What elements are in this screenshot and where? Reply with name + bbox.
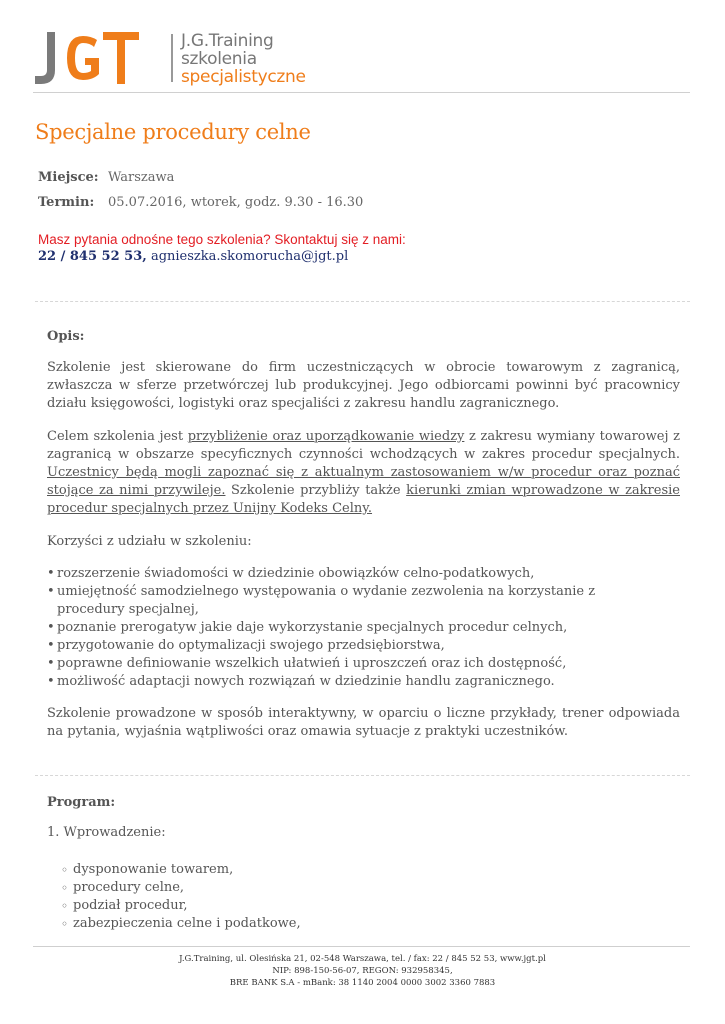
p2-text-c: z zakresu wymiany towarowej z zagranicą w obszarze specyficznych czynności wchodzących w zakres procedur specjalnych.	[47, 429, 680, 462]
program-heading	[47, 794, 680, 812]
place-value: Warszawa	[108, 170, 175, 185]
footer-address: J.G.Training, ul. Olesińska 21, 02-548 Warszawa, tel. / fax: 22 / 845 52 53, www.jgt.pl	[179, 954, 546, 964]
logo-line1: J.G.Training	[181, 31, 274, 51]
date-label: Termin:	[38, 195, 95, 210]
section-divider	[35, 301, 690, 302]
footer-ids: NIP: 898-150-56-07, REGON: 932958345,	[272, 966, 453, 976]
list-item: • poznanie prerogatyw jakie daje wykorzystanie specjalnych procedur celnych,	[47, 619, 687, 637]
description-paragraph-2	[47, 428, 680, 518]
program-item-1: 1. Wprowadzenie:	[47, 825, 166, 840]
meta-date	[38, 195, 363, 210]
meta-place	[38, 170, 174, 185]
p2-underlined-d: Uczestnicy będą mogli zapoznać się z aktualnym zastosowaniem w/w procedur oraz poznać stojące za nimi przywileje.	[47, 465, 680, 498]
p2-text-a: Celem szkolenia jest	[47, 429, 188, 444]
list-item: ◦ procedury celne,	[61, 879, 301, 897]
benefits-list	[47, 565, 687, 691]
benefits-intro: Korzyści z udziału w szkoleniu:	[47, 534, 252, 549]
list-item: • rozszerzenie świadomości w dziedzinie obowiązków celno-podatkowych,	[47, 565, 687, 583]
footer-divider	[33, 946, 690, 947]
program-sub-list	[61, 861, 301, 933]
date-value: 05.07.2016, wtorek, godz. 9.30 - 16.30	[108, 195, 364, 210]
list-item: • umiejętność samodzielnego występowania o wydanie zezwolenia na korzystanie z procedury specjalnej,	[47, 583, 642, 619]
contact-line	[38, 249, 348, 264]
p2-underlined-f: kierunki zmian wprowadzone w zakresie procedur specjalnych przez Unijny Kodeks Celny.	[47, 483, 680, 516]
list-item: ◦ zabezpieczenia celne i podatkowe,	[61, 915, 301, 933]
program-heading-text: Program:	[47, 795, 116, 810]
p2-text-e: Szkolenie przybliży także	[225, 483, 407, 498]
description-paragraph-3: Szkolenie prowadzone w sposób interaktywny, w oparciu o liczne przykłady, trener odpowiada na pytania, wyjaśnia wątpliwości oraz omawia sytuacje z praktyki uczestników.	[47, 706, 680, 739]
description-paragraph-1: Szkolenie jest skierowane do firm uczestniczących w obrocie towarowym z zagranicą, zwłaszcza w sferze przetwórczej lub produkcyjnej. Jego odbiorcami powinni być pracownicy działu księgowości, logistyki oraz specjaliści z zakresu handlu zagranicznego.	[47, 360, 680, 411]
footer-bank: BRE BANK S.A - mBank: 38 1140 2004 0000 3002 3360 7883	[229, 978, 496, 988]
list-item: • możliwość adaptacji nowych rozwiązań w dziedzinie handlu zagranicznego.	[47, 673, 687, 691]
logo-divider	[171, 34, 173, 82]
contact-phone: 22 / 845 52 53,	[38, 249, 147, 264]
header-divider	[33, 92, 690, 93]
list-item: ◦ podział procedur,	[61, 897, 301, 915]
jgt-logo-mark	[33, 30, 143, 86]
description-heading-text: Opis:	[47, 329, 85, 344]
contact-email-link[interactable]: agnieszka.skomorucha@jgt.pl	[150, 249, 349, 264]
section-divider	[35, 775, 690, 776]
page-footer	[0, 953, 725, 989]
company-logo	[33, 30, 306, 90]
p2-underlined-b: przybliżenie oraz uporządkowanie wiedzy	[187, 429, 465, 444]
list-item: • przygotowanie do optymalizacji swojego przedsiębiorstwa,	[47, 637, 687, 655]
logo-line3: specjalistyczne	[181, 67, 306, 87]
list-item: ◦ dysponowanie towarem,	[61, 861, 301, 879]
list-item: • poprawne definiowanie wszelkich ułatwień i uproszczeń oraz ich dostępność,	[47, 655, 687, 673]
logo-line2: szkolenia	[181, 49, 257, 69]
page-title: Specjalne procedury celne	[35, 120, 311, 144]
contact-question: Masz pytania odnośne tego szkolenia? Skontaktuj się z nami:	[38, 232, 406, 247]
place-label: Miejsce:	[38, 170, 99, 185]
description-heading	[47, 328, 680, 346]
